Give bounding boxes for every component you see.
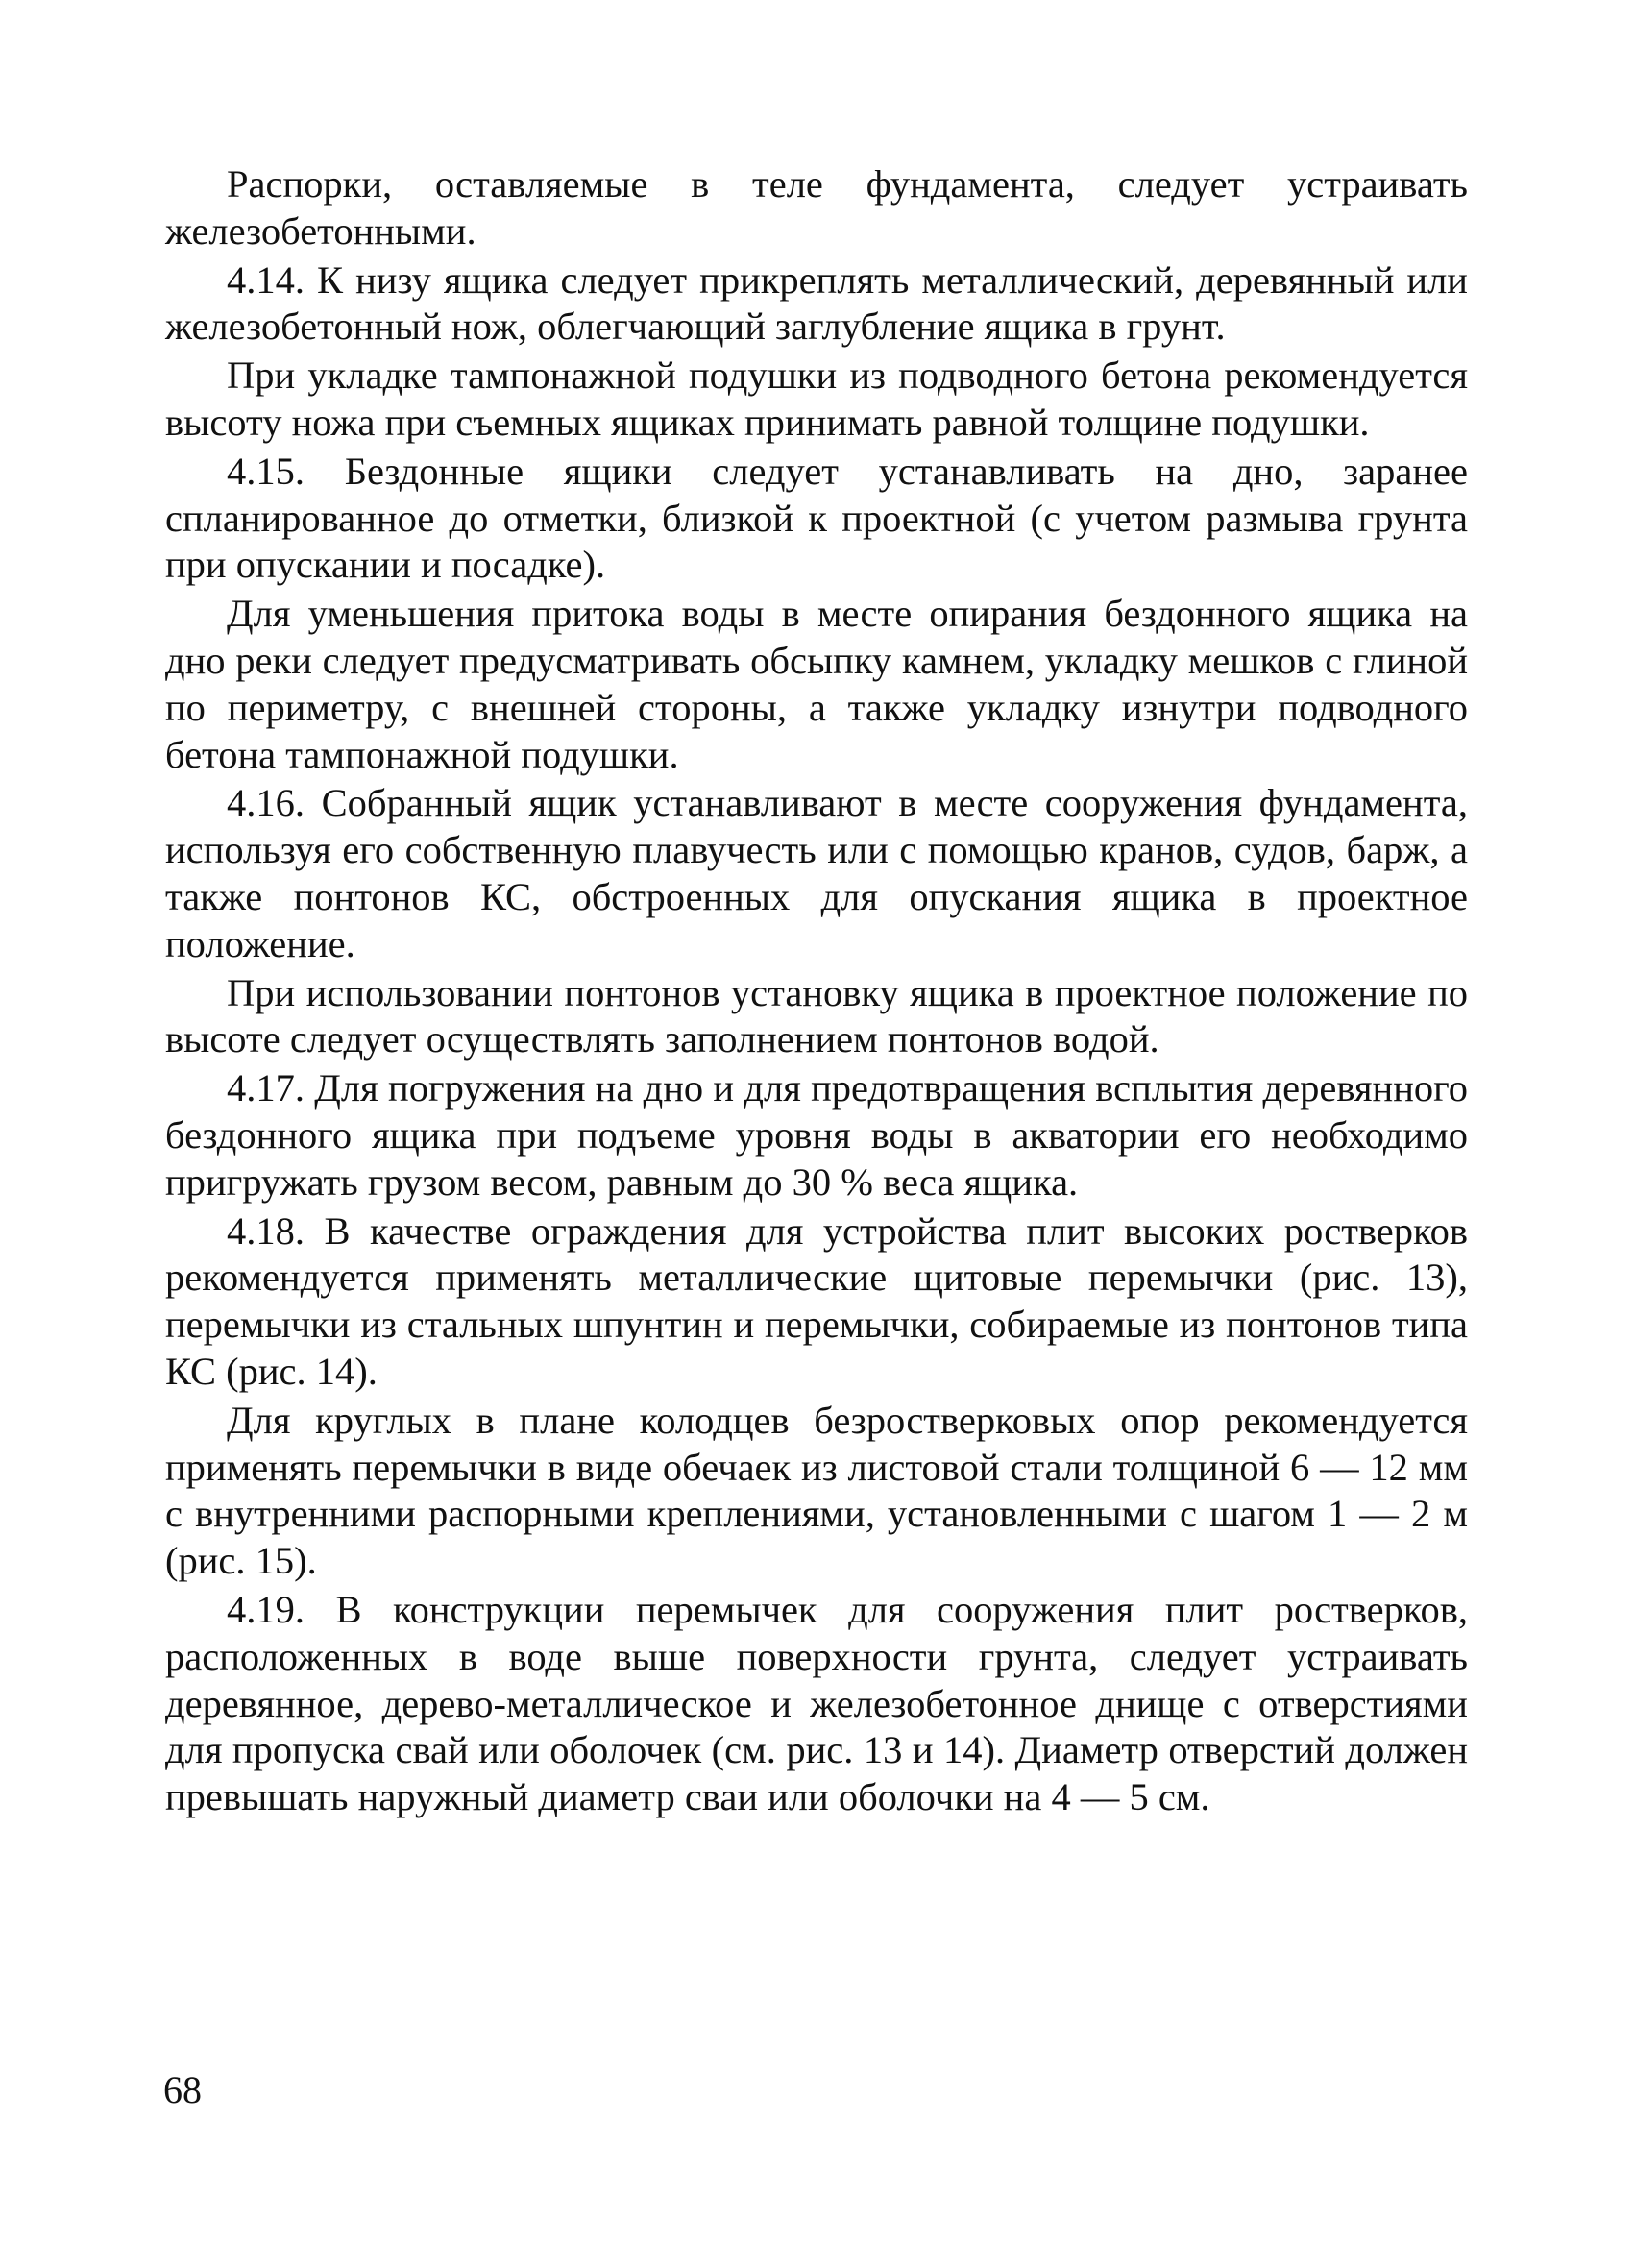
- paragraph-struts: Распорки, оставляемые в теле фундамента, следует устраивать железобетонными.: [165, 162, 1468, 253]
- paragraph-round-wells: Для круглых в плане колодцев безростверковых опор рекомендуется применять перемычки в виде обечаек из листовой стали толщиной 6 — 12 мм с внутренними распорными креплениями, установленными с шагом 1 — 2 м (рис. 15).: [165, 1398, 1468, 1583]
- page-number: 68: [163, 2068, 202, 2111]
- paragraph-tamponage-cushion: При укладке тампонажной подушки из подводного бетона рекомендуется высоту ножа при съемных ящиках принимать равной толщине подушки.: [165, 354, 1468, 444]
- body-text: [165, 161, 1468, 1823]
- paragraph-4-19: 4.19. В конструкции перемычек для сооружения плит ростверков, расположенных в воде выше поверхности грунта, следует устраивать деревянное, дерево-металлическое и железобетонное днище с отверстиями для пропуска свай или оболочек (см. рис. 13 и 14). Диаметр отверстий должен превышать наружный диаметр сваи или оболочки на 4 — 5 см.: [165, 1587, 1468, 1819]
- paragraph-4-15: 4.15. Бездонные ящики следует устанавливать на дно, заранее спланированное до отметки, близкой к проектной (с учетом размыва грунта при опускании и посадке).: [165, 449, 1468, 587]
- paragraph-4-14: 4.14. К низу ящика следует прикреплять металлический, деревянный или железобетонный нож, облегчающий заглубление ящика в грунт.: [165, 257, 1468, 349]
- paragraph-4-16: 4.16. Собранный ящик устанавливают в месте сооружения фундамента, используя его собственную плавучесть или с помощью кранов, судов, барж, а также понтонов КС, обстроенных для опускания ящика в проектное положение.: [165, 781, 1468, 965]
- paragraph-pontoons: При использовании понтонов установку ящика в проектное положение по высоте следует осуществлять заполнением понтонов водой.: [165, 970, 1468, 1061]
- paragraph-4-17: 4.17. Для погружения на дно и для предотвращения всплытия деревянного бездонного ящика при подъеме уровня воды в акватории его необходимо пригружать грузом весом, равным до 30 % веса ящика.: [165, 1066, 1468, 1204]
- paragraph-inflow-reduction: Для уменьшения притока воды в месте опирания бездонного ящика на дно реки следует предусматривать обсыпку камнем, укладку мешков с глиной по периметру, с внешней стороны, а также укладку изнутри подводного бетона тампонажной подушки.: [165, 592, 1468, 776]
- paragraph-4-18: 4.18. В качестве ограждения для устройства плит высоких ростверков рекомендуется применять металлические щитовые перемычки (рис. 13), перемычки из стальных шпунтин и перемычки, собираемые из понтонов типа КС (рис. 14).: [165, 1208, 1468, 1393]
